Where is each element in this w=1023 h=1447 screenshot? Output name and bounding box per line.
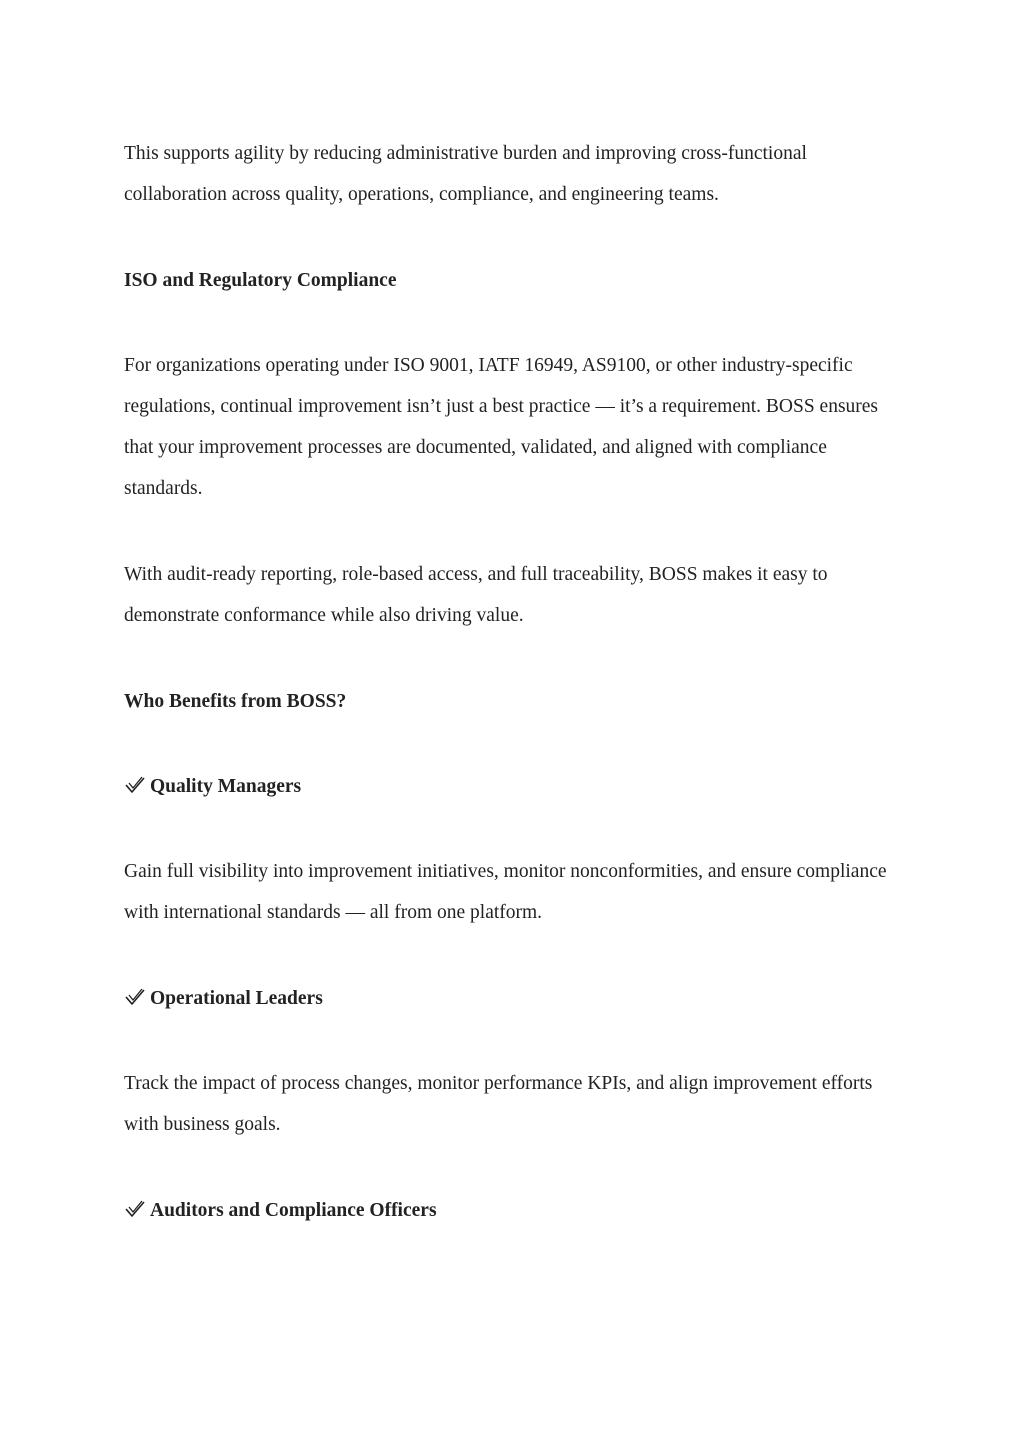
paragraph-operational-leaders: Track the impact of process changes, monitor performance KPIs, and align improvement efforts with business goals. <box>124 1073 873 1135</box>
check-mark-icon <box>124 1199 146 1219</box>
heading-auditors <box>124 1190 904 1231</box>
heading-quality-managers <box>124 766 904 807</box>
paragraph-audit-ready: With audit-ready reporting, role-based access, and full traceability, BOSS makes it easy to demonstrate conformance while also driving value. <box>124 564 828 626</box>
heading-quality-managers-label: Quality Managers <box>150 776 302 797</box>
check-mark-icon <box>124 775 146 795</box>
paragraph-quality-managers: Gain full visibility into improvement initiatives, monitor nonconformities, and ensure compliance with international standards — all from one platform. <box>124 861 887 923</box>
heading-operational-leaders-label: Operational Leaders <box>150 988 323 1009</box>
heading-who-benefits: Who Benefits from BOSS? <box>124 691 347 712</box>
heading-operational-leaders <box>124 978 904 1019</box>
paragraph-agility: This supports agility by reducing administrative burden and improving cross-functional collaboration across quality, operations, compliance, and engineering teams. <box>124 143 807 205</box>
check-mark-icon <box>124 987 146 1007</box>
heading-iso-compliance: ISO and Regulatory Compliance <box>124 270 397 291</box>
heading-auditors-label: Auditors and Compliance Officers <box>150 1200 437 1221</box>
paragraph-iso-compliance: For organizations operating under ISO 9001, IATF 16949, AS9100, or other industry-specific regulations, continual improvement isn’t just a best practice — it’s a requirement. BOSS ensures that your improvement processes are documented, validated, and aligned with compliance standards. <box>124 355 879 499</box>
